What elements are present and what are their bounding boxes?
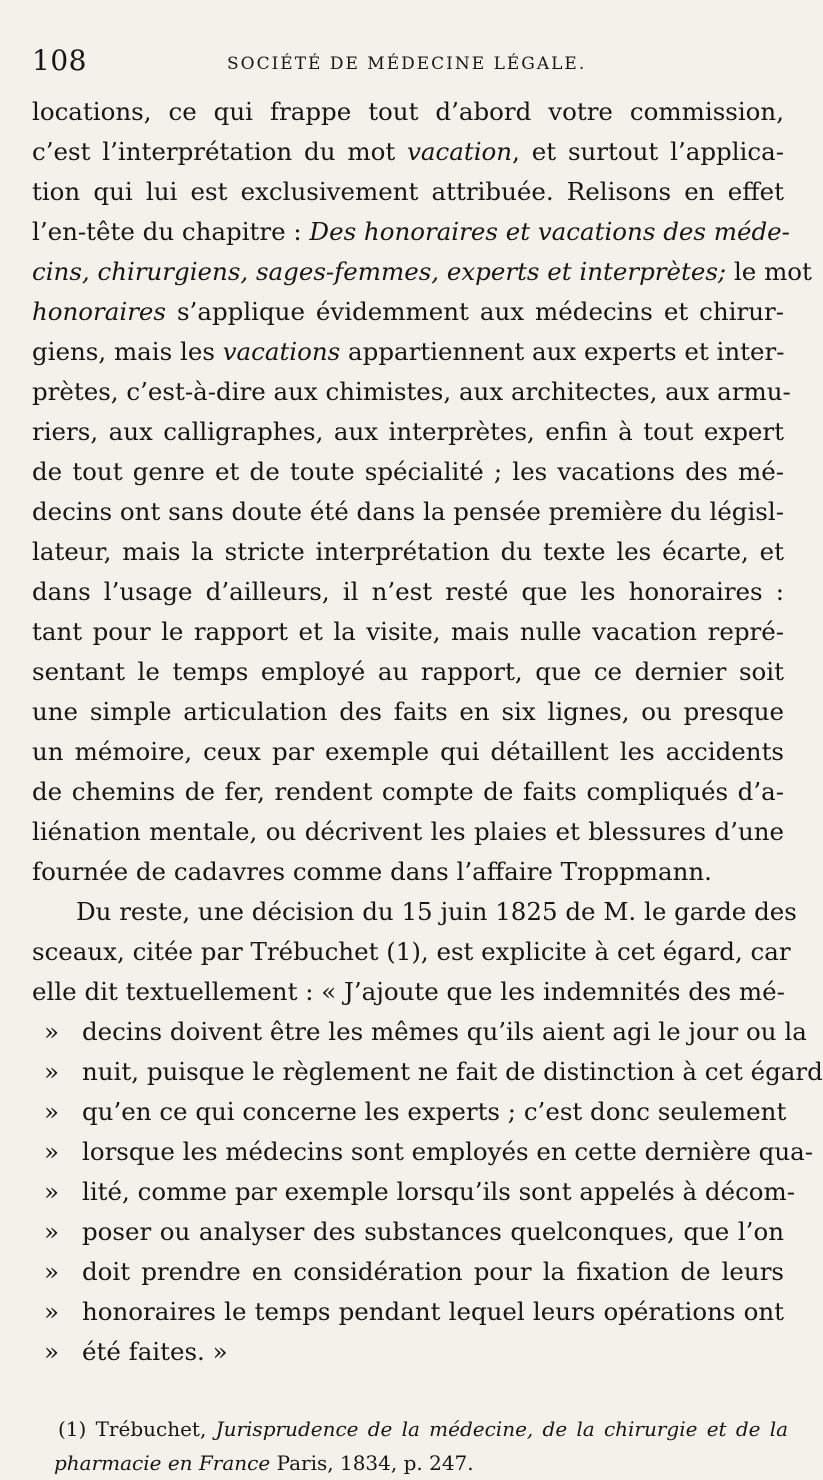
quote-text: été faites. » — [82, 1337, 228, 1366]
quote-mark: » — [44, 1137, 59, 1166]
text-line: Du reste, une décision du 15 juin 1825 de M. le garde des — [76, 897, 797, 926]
quote-mark: » — [44, 1017, 59, 1046]
quote-text: decins doivent être les mêmes qu’ils aient agi le jour ou la — [82, 1017, 807, 1046]
text-line — [32, 252, 812, 292]
text-line: tant pour le rapport et la visite, mais nulle vacation repré- — [32, 617, 784, 646]
text-line: locations, ce qui frappe tout d’abord votre commission, — [32, 97, 784, 126]
footnote-imprint: Paris, 1834, p. 247. — [276, 1451, 474, 1475]
quote-line — [32, 1012, 807, 1052]
text-span: giens, mais les vacations appartiennent aux experts et inter- — [32, 337, 785, 366]
footnote-marker: (1) — [58, 1417, 87, 1441]
text-span: cins, chirurgiens, sages-femmes, experts et interprètes; le mot — [32, 257, 812, 286]
text-line: elle dit textuellement : « J’ajoute que les indemnités des mé- — [32, 977, 785, 1006]
quote-line — [32, 1332, 784, 1372]
page-number: 108 — [32, 44, 87, 77]
quote-line — [32, 1092, 787, 1132]
quote-mark: » — [44, 1057, 59, 1086]
text-line: une simple articulation des faits en six lignes, ou presque — [32, 697, 784, 726]
text-line — [32, 292, 784, 332]
footnote-title: Jurisprudence de la médecine, de la chirurgie et de la — [215, 1417, 789, 1441]
quote-mark: » — [44, 1257, 59, 1286]
text-line — [32, 212, 790, 252]
quote-text: doit prendre en considération pour la fixation de leurs — [82, 1257, 784, 1286]
quote-line — [32, 1252, 784, 1292]
quote-text: lorsque les médecins sont employés en cette dernière qua- — [82, 1137, 813, 1166]
text-line: un mémoire, ceux par exemple qui détaillent les accidents — [32, 737, 784, 766]
text-line: sentant le temps employé au rapport, que ce dernier soit — [32, 657, 784, 686]
footnote-line — [54, 1446, 788, 1480]
footnote-line — [58, 1412, 788, 1446]
text-line: sceaux, citée par Trébuchet (1), est explicite à cet égard, car — [32, 937, 791, 966]
text-span: c’est l’interprétation du mot vacation, et surtout l’applica- — [32, 137, 784, 166]
quote-line — [32, 1212, 784, 1252]
text-line: fournée de cadavres comme dans l’affaire Troppmann. — [32, 857, 712, 886]
body-text — [32, 92, 823, 1372]
running-head: SOCIÉTÉ DE MÉDECINE LÉGALE. — [227, 54, 587, 74]
quote-mark: » — [44, 1337, 59, 1366]
quote-mark: » — [44, 1297, 59, 1326]
quote-line — [32, 1052, 823, 1092]
text-line: dans l’usage d’ailleurs, il n’est resté que les honoraires : — [32, 577, 784, 606]
text-span: honoraires s’applique évidemment aux médecins et chirur- — [32, 297, 784, 326]
quote-text: nuit, puisque le règlement ne fait de distinction à cet égard — [82, 1057, 823, 1086]
footnote — [54, 1412, 789, 1480]
quote-line — [32, 1132, 813, 1172]
quote-text: honoraires le temps pendant lequel leurs opérations ont — [82, 1297, 784, 1326]
text-line: prètes, c’est-à-dire aux chimistes, aux architectes, aux armu- — [32, 377, 791, 406]
quote-mark: » — [44, 1177, 59, 1206]
text-line: liénation mentale, ou décrivent les plaies et blessures d’une — [32, 817, 784, 846]
quote-line — [32, 1292, 784, 1332]
text-line: riers, aux calligraphes, aux interprètes, enfin à tout expert — [32, 417, 784, 446]
text-line: de chemins de fer, rendent compte de faits compliqués d’a- — [32, 777, 784, 806]
text-line: decins ont sans doute été dans la pensée première du législ- — [32, 497, 784, 526]
text-line: de tout genre et de toute spécialité ; les vacations des mé- — [32, 457, 784, 486]
quote-mark: » — [44, 1097, 59, 1126]
text-line: lateur, mais la stricte interprétation du texte les écarte, et — [32, 537, 784, 566]
quote-text: lité, comme par exemple lorsqu’ils sont appelés à décom- — [82, 1177, 796, 1206]
quote-text: poser ou analyser des substances quelconques, que l’on — [82, 1217, 784, 1246]
text-line — [32, 332, 784, 372]
footnote-author: Trébuchet, — [95, 1417, 207, 1441]
footnote-title-cont: pharmacie en France — [54, 1451, 271, 1475]
text-span: l’en-tête du chapitre : Des honoraires et vacations des méde- — [32, 217, 790, 246]
text-line — [32, 132, 784, 172]
quote-line — [32, 1172, 796, 1212]
quote-mark: » — [44, 1217, 59, 1246]
page-header — [32, 44, 780, 84]
text-line: tion qui lui est exclusivement attribuée. Relisons en effet — [32, 177, 784, 206]
quote-text: qu’en ce qui concerne les experts ; c’est donc seulement — [82, 1097, 787, 1126]
